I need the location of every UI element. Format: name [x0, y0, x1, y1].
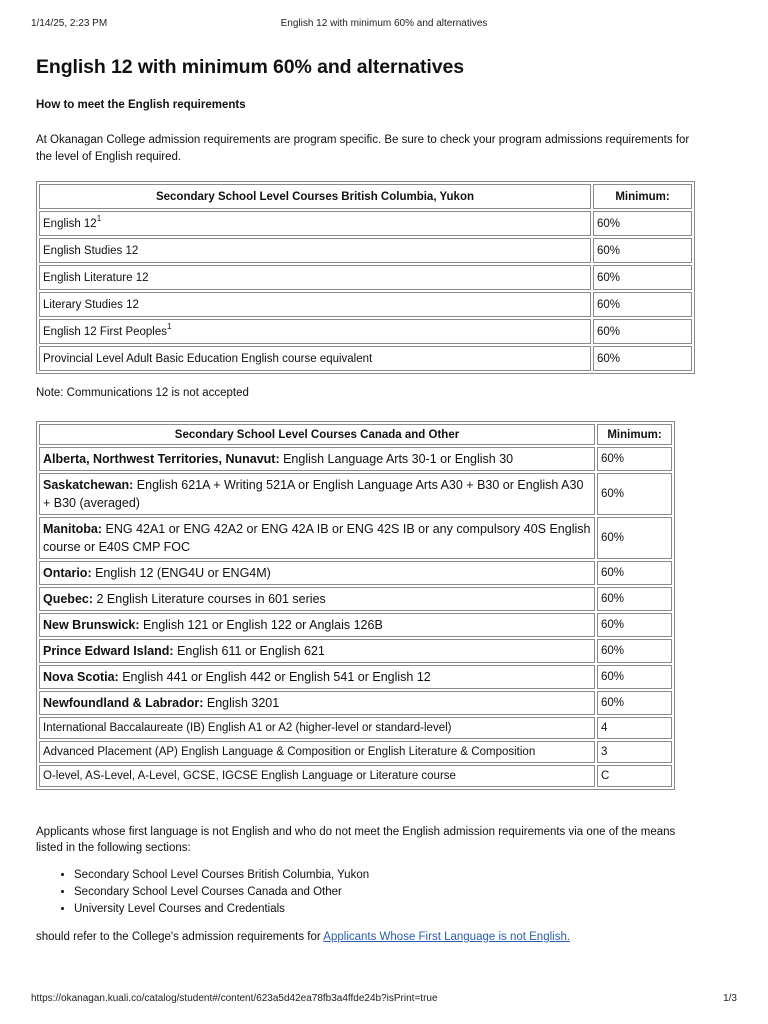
course-cell	[39, 587, 595, 611]
course-cell	[39, 265, 591, 290]
region-label: Nova Scotia:	[43, 670, 119, 684]
minimum-cell: 4	[597, 717, 672, 739]
region-label: Quebec:	[43, 592, 94, 606]
minimum-cell: 60%	[597, 561, 672, 585]
minimum-cell: 60%	[597, 613, 672, 637]
table-row	[39, 765, 672, 787]
document-content	[36, 56, 696, 943]
table-row	[39, 447, 672, 471]
course-name: 2 English Literature courses in 601 series	[93, 592, 326, 606]
course-name: English 121 or English 122 or Anglais 126B	[139, 618, 383, 632]
table-header-row	[39, 184, 692, 209]
table-row	[39, 473, 672, 515]
table-row	[39, 613, 672, 637]
table-header-row	[39, 424, 672, 445]
course-name: English 12 (ENG4U or ENG4M)	[91, 566, 271, 580]
course-cell	[39, 741, 595, 763]
column-header-minimum: Minimum:	[597, 424, 672, 445]
course-name: English Language Arts 30-1 or English 30	[279, 452, 514, 466]
course-cell	[39, 211, 591, 236]
refer-paragraph	[36, 931, 570, 943]
region-label: Manitoba:	[43, 522, 103, 536]
table-row	[39, 265, 692, 290]
course-name: O-level, AS-Level, A-Level, GCSE, IGCSE English Language or Literature course	[43, 770, 456, 782]
region-label: New Brunswick:	[43, 618, 140, 632]
list-item: • University Level Courses and Credentials	[74, 901, 369, 918]
course-name: English 621A + Writing 521A or English Language Arts A30 + B30 or English A30 + B30 (averaged)	[43, 478, 584, 510]
minimum-cell: 60%	[593, 292, 692, 317]
region-label: Newfoundland & Labrador:	[43, 696, 204, 710]
course-name: Literary Studies 12	[43, 298, 139, 311]
table-row	[39, 691, 672, 715]
course-cell	[39, 717, 595, 739]
print-header	[31, 18, 737, 34]
minimum-cell: 60%	[597, 473, 672, 515]
course-cell	[39, 319, 591, 344]
intro-paragraph: At Okanagan College admission requirements are program specific. Be sure to check your program admissions requirements for the level of English required.	[36, 134, 690, 163]
bc-yukon-requirements-table	[36, 181, 695, 374]
footnote-marker: 1	[167, 321, 172, 331]
region-label: Saskatchewan:	[43, 478, 134, 492]
course-cell	[39, 613, 595, 637]
table-row	[39, 665, 672, 689]
minimum-cell: 60%	[597, 665, 672, 689]
minimum-cell: 3	[597, 741, 672, 763]
print-url: https://okanagan.kuali.co/catalog/student#/content/623a5d42ea78fb3a4ffde24b?isPrint=true	[31, 993, 438, 1004]
course-cell	[39, 517, 595, 559]
refer-text: should refer to the College's admission requirements for	[36, 931, 324, 943]
course-cell	[39, 665, 595, 689]
course-name: English Literature 12	[43, 271, 149, 284]
course-name: ENG 42A1 or ENG 42A2 or ENG 42A IB or ENG 42S IB or any compulsory 40S English course or E40S CMP FOC	[43, 522, 591, 554]
region-label: Ontario:	[43, 566, 92, 580]
section-subheading: How to meet the English requirements	[36, 99, 246, 111]
table-row	[39, 319, 692, 344]
page-number: 1/3	[723, 993, 737, 1004]
table-row	[39, 238, 692, 263]
footnote-marker: 1	[96, 213, 102, 223]
course-name: English 611 or English 621	[173, 644, 325, 658]
region-label: Alberta, Northwest Territories, Nunavut:	[43, 452, 280, 466]
course-cell	[39, 238, 591, 263]
table-row	[39, 639, 672, 663]
course-name: English 12	[43, 217, 97, 230]
table-row	[39, 717, 672, 739]
minimum-cell: 60%	[597, 447, 672, 471]
course-name: Advanced Placement (AP) English Language & Composition or English Literature & Composition	[43, 746, 536, 758]
column-header-course: Secondary School Level Courses Canada and Other	[39, 424, 595, 445]
course-name: International Baccalaureate (IB) English A1 or A2 (higher-level or standard-level)	[43, 722, 452, 734]
course-name: English Studies 12	[43, 244, 139, 257]
minimum-cell: 60%	[597, 517, 672, 559]
table-row	[39, 346, 692, 371]
course-name: Provincial Level Adult Basic Education English course equivalent	[43, 352, 373, 365]
print-footer	[31, 993, 737, 1009]
course-cell	[39, 447, 595, 471]
table-row	[39, 517, 672, 559]
course-cell	[39, 346, 591, 371]
minimum-cell: 60%	[593, 211, 692, 236]
course-cell	[39, 473, 595, 515]
list-item: • Secondary School Level Courses Canada and Other	[74, 884, 369, 901]
table-row	[39, 587, 672, 611]
page-title: English 12 with minimum 60% and alternatives	[36, 56, 464, 78]
minimum-cell: 60%	[593, 319, 692, 344]
list-item: • Secondary School Level Courses British Columbia, Yukon	[74, 867, 369, 884]
course-cell	[39, 639, 595, 663]
applicants-paragraph: Applicants whose first language is not English and who do not meet the English admission requirements via one of the means listed in the following sections:	[36, 826, 676, 854]
minimum-cell: 60%	[597, 691, 672, 715]
table-row	[39, 292, 692, 317]
column-header-minimum: Minimum:	[593, 184, 692, 209]
table-row	[39, 741, 672, 763]
course-cell	[39, 292, 591, 317]
canada-other-requirements-table	[36, 421, 675, 790]
minimum-cell: 60%	[593, 265, 692, 290]
minimum-cell: 60%	[593, 238, 692, 263]
first-language-link[interactable]: Applicants Whose First Language is not English.	[323, 931, 571, 943]
minimum-cell: 60%	[593, 346, 692, 371]
minimum-cell: C	[597, 765, 672, 787]
region-label: Prince Edward Island:	[43, 644, 174, 658]
minimum-cell: 60%	[597, 639, 672, 663]
minimum-cell: 60%	[597, 587, 672, 611]
table-row	[39, 211, 692, 236]
course-name: English 441 or English 442 or English 541 or English 12	[118, 670, 431, 684]
print-doc-title: English 12 with minimum 60% and alternatives	[280, 18, 488, 29]
communications-note: Note: Communications 12 is not accepted	[36, 387, 249, 399]
table-row	[39, 561, 672, 585]
course-name: English 12 First Peoples	[43, 325, 168, 338]
print-timestamp: 1/14/25, 2:23 PM	[31, 18, 108, 29]
course-name: English 3201	[203, 696, 280, 710]
course-cell	[39, 561, 595, 585]
course-cell	[39, 765, 595, 787]
sections-list	[36, 867, 369, 918]
column-header-course: Secondary School Level Courses British Columbia, Yukon	[39, 184, 591, 209]
course-cell	[39, 691, 595, 715]
